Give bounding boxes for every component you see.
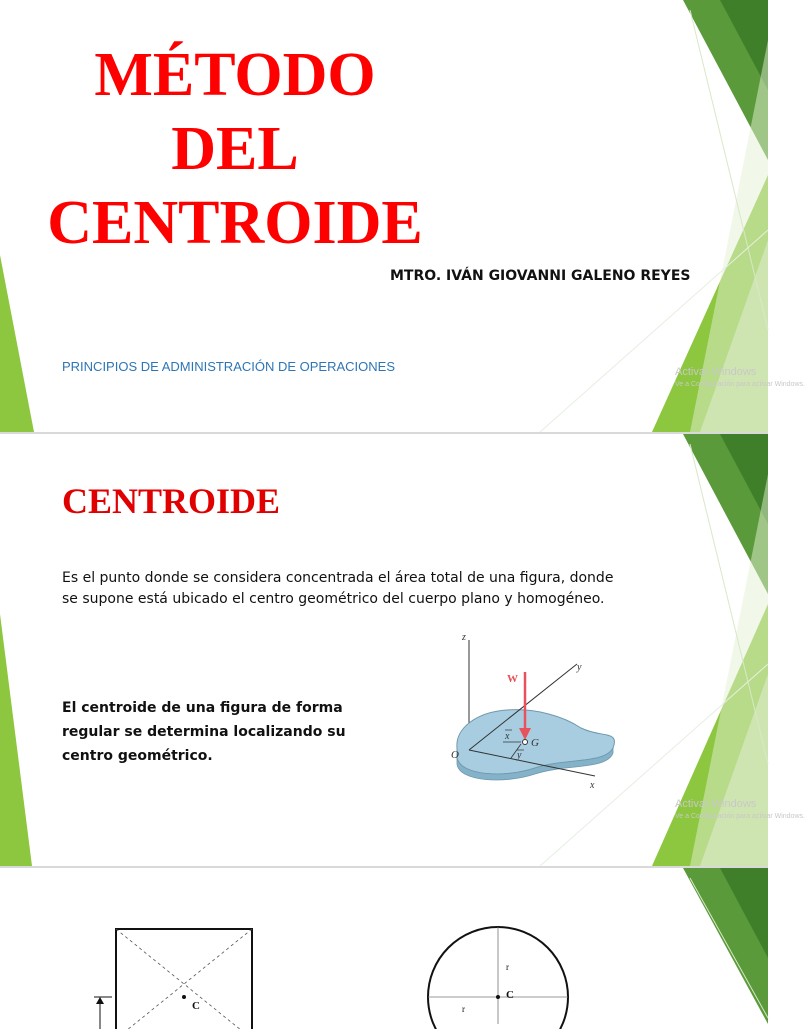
z-axis-label: z <box>462 632 466 643</box>
title-line: CENTROIDE <box>47 189 423 257</box>
xbar-label: x <box>505 731 510 742</box>
circle-centroid-point <box>496 995 500 999</box>
section-heading: CENTROIDE <box>62 481 281 521</box>
title-line: DEL <box>171 115 299 183</box>
note-line: regular se determina localizando su <box>62 724 346 740</box>
square-outline <box>116 929 252 1029</box>
title-slide <box>0 0 805 432</box>
square-centroid-point <box>182 995 186 999</box>
circle-radius-label: r <box>506 962 509 972</box>
activation-watermark-subtext: Ve a Configuración para activar Windows. <box>675 381 805 388</box>
square-centroid-label: C <box>192 1000 200 1012</box>
square-diagonal <box>116 929 252 1029</box>
origin-label: O <box>451 749 459 761</box>
x-axis-label: x <box>590 780 595 791</box>
circle-centroid-label: C <box>506 989 514 1001</box>
activation-watermark: Activar Windows <box>675 366 757 378</box>
ybar-label: y <box>517 750 522 761</box>
centroid-slide <box>0 434 805 866</box>
circle-figure <box>420 922 580 1024</box>
shapes-slide <box>0 868 768 1024</box>
note-line: El centroide de una figura de forma <box>62 700 343 716</box>
centroid-label: G <box>531 737 539 749</box>
weight-label: W <box>507 673 518 685</box>
note-text <box>62 696 362 768</box>
activation-watermark: Activar Windows <box>675 798 757 810</box>
circle-radius-label: r <box>462 1004 465 1014</box>
title-line: MÉTODO <box>94 41 376 109</box>
square-figure <box>88 914 268 1029</box>
height-dimension-arrowhead <box>96 997 104 1004</box>
slide-title <box>30 38 440 260</box>
definition-text <box>62 568 682 610</box>
course-name: PRINCIPIOS DE ADMINISTRACIÓN DE OPERACIONES <box>62 359 395 374</box>
note-line: centro geométrico. <box>62 748 213 764</box>
y-axis-label: y <box>577 662 582 673</box>
square-diagonal <box>116 929 252 1029</box>
centroid-point <box>523 740 528 745</box>
centroid-figure <box>395 630 625 800</box>
definition-line: se supone está ubicado el centro geométrico del cuerpo plano y homogéneo. <box>62 591 605 607</box>
definition-line: Es el punto donde se considera concentrada el área total de una figura, donde <box>62 570 614 586</box>
author-name: MTRO. IVÁN GIOVANNI GALENO REYES <box>390 268 691 284</box>
activation-watermark-subtext: Ve a Configuración para activar Windows. <box>675 813 805 820</box>
